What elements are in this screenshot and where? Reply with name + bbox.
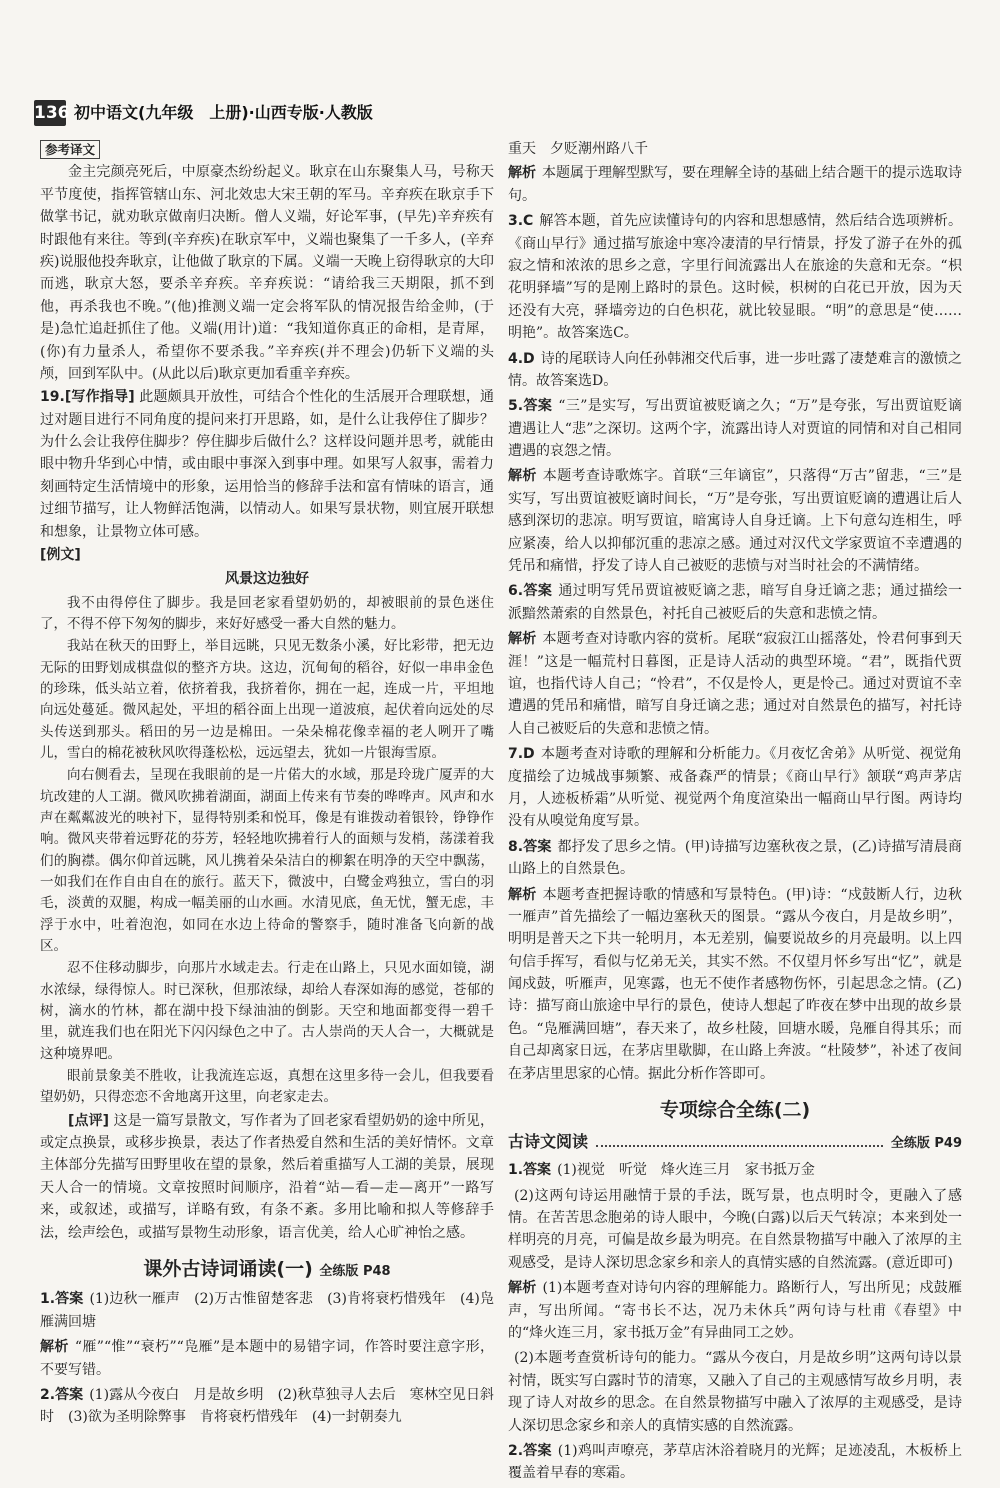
answer-item: [40, 1384, 494, 1429]
item-text: 都抒发了思乡之情。(甲)诗描写边塞秋夜之景，(乙)诗描写清晨商山路上的自然景色。: [508, 838, 962, 878]
answer-item: [508, 580, 962, 625]
item-label: 答案: [523, 1442, 552, 1459]
answer-item: [508, 884, 962, 1086]
item-text: 解答本题，首先应读懂诗句的内容和思想感情，然后结合选项辨析。《商山早行》通过描写旅途中寒冷凄清的早行情景，抒发了游子在外的孤寂之情和浓浓的思乡之意，字里行间流露出人在旅途的失意和无奈。“枳花明驿墙”写的是刚上路时的景色。这时候，枳树的白花已开放，因为天还没有大亮，驿墙旁边的白色枳花，就比较显眼。“明”的意思是“使……明艳”。故答案选C。: [508, 213, 962, 342]
right-column: [508, 138, 962, 1488]
answer-item: [508, 210, 962, 344]
answer-item: [508, 348, 962, 393]
item-text: 本题属于理解型默写，要在理解全诗的基础上结合题干的提示选取诗句。: [508, 165, 962, 204]
book-title: 初中语文(九年级 上册)·山西专版·人教版: [74, 103, 373, 123]
answer-item: [508, 743, 962, 833]
item-label: 答案: [523, 583, 553, 600]
answer-text: (1)边秋一雁声 (2)万古惟留楚客悲 (3)肯将衰朽惜残年 (4)凫雁满回塘: [40, 1291, 494, 1330]
item-label: 答案: [523, 838, 552, 855]
answer-label: 答案: [55, 1291, 84, 1308]
page-header: [34, 98, 373, 128]
item-label: 答案: [523, 398, 553, 415]
answer-number: 1.: [40, 1291, 56, 1308]
answer-item: [508, 628, 962, 740]
answer-item: [40, 1288, 494, 1333]
item-number: 1.: [508, 1162, 524, 1179]
item-label: 解析: [508, 886, 537, 903]
translation-text: 金主完颜亮死后，中原豪杰纷纷起义。耿京在山东聚集人马，号称天平节度使，指挥管辖山东、河北效忠大宋王朝的军马。辛弃疾在耿京手下做掌书记，就劝耿京做南归决断。僧人义端，好论军事，(早先)辛弃疾有时跟他有来往。等到(辛弃疾)在耿京军中，义端也聚集了一千多人，(辛弃疾)说服他投奔耿京，让他做了耿京的下属。义端一天晚上窃得耿京的大印而逃，耿京大怒，要杀辛弃疾。辛弃疾说：“请给我三天期限，抓不到他，再杀我也不晚。”(他)推测义端一定会将军队的情况报告给金帅，(于是)急忙追赶抓住了他。义端(用计)道：“我知道你真正的命相，是青犀，(你)有力量杀人，希望你不要杀我。”辛弃疾(并不理会)仍斩下义端的头颅，回到军队中。(从此以后)耿京更加看重辛弃疾。: [40, 164, 494, 382]
item-text: “三”是实写，写出贾谊被贬谪之久；“万”是夸张，写出贾谊贬谪遭遇让人“悲”之深切。这两个字，流露出诗人对贾谊的同情和对自己相同遭遇的哀怨之情。: [508, 398, 962, 460]
answer-item: [508, 1159, 962, 1181]
left-column: [40, 138, 494, 1432]
section-title-extracurricular: [40, 1254, 494, 1284]
answer-text: “雁”“惟”“衰朽”“凫雁”是本题中的易错字词，作答时要注意字形，不要写错。: [40, 1339, 494, 1378]
item-text: (2)本题考查赏析诗句的能力。“露从今夜白，月是故乡明”这两句诗以景衬情，既实写白露时节的清寒，又融入了自己的主观感情写故乡月明，表现了诗人对故乡的思念。在自然景物描写中融入了浓厚的主观感受，是诗人深切思念家乡和亲人的真情实感的自然流露。: [508, 1350, 962, 1434]
item-number: 2.: [508, 1442, 524, 1459]
answer-item: [508, 1347, 962, 1437]
item-text: (2)这两句诗运用融情于景的手法，既写景，也点明时令，更融入了感情。在苦苦思念胞弟的诗人眼中，今晚(白露)以后天气转凉；本来到处一样明亮的月亮，可偏是故乡最为明亮。在自然景物描写中融入了浓厚的主观感受，是诗人深切思念家乡和亲人的真情实感的自然流露。(意近即可): [508, 1187, 962, 1271]
q19-number: 19.: [40, 389, 65, 406]
item-number: 8.: [508, 838, 524, 855]
item-text: 本题考查把握诗歌的情感和写景特色。(甲)诗：“戍鼓断人行，边秋一雁声”首先描绘了一幅边塞秋天的图景。“露从今夜白，月是故乡明”，明明是普天之下共一轮明月，本无差别，偏要说故乡的月亮最明。以上四句信手挥写，看似与忆弟无关，其实不然。不仅望月怀乡写出“忆”，就是闻戍鼓，听雁声，见寒露，也无不使作者感物伤怀，引起思念之情。(乙)诗：描写商山旅途中早行的景色，使诗人想起了昨夜在梦中出现的故乡景色。“凫雁满回塘”，春天来了，故乡杜陵，回塘水暖，凫雁自得其乐；而自己却离家日远，在茅店里歇脚，在山路上奔波。“杜陵梦”，补述了夜间在茅店里思家的心情。据此分析作答即可。: [508, 886, 962, 1082]
essay-paragraph: 眼前景象美不胜收，让我流连忘返，真想在这里多待一会儿，但我要看望奶奶，只得恋恋不舍地离开这里，向老家走去。: [40, 1068, 494, 1106]
comment-block: [40, 1110, 494, 1244]
answer-item: [508, 1440, 962, 1485]
item-number: 4.D: [508, 350, 535, 367]
item-text: 通过明写凭吊贾谊被贬谪之悲，暗写自身迁谪之悲；通过描绘一派黯然萧索的自然景色，衬托自己被贬后的失意和悲愤之情。: [508, 583, 963, 622]
essay-paragraph: 向右侧看去，呈现在我眼前的是一片偌大的水域，那是玲珑广厦弄的大坑改建的人工湖。微风吹拂着湖面，湖面上传来有节奏的哗哗声。风声和水声在粼粼波光的映衬下，显得特别柔和悦耳，像是有谁拨动着银铃，铮铮作响。微风夹带着远野花的芬芳，轻轻地吹拂着行人的面颊与发梢，荡漾着我们的胸襟。偶尔仰首远眺，风儿携着朵朵洁白的柳絮在明净的天空中飘荡，一如我们在作自由自在的旅行。蓝天下，微波中，白鹭金鸡独立，雪白的羽毛，淡黄的双腿，构成一幅美丽的山水画。水清见底，鱼无忧，蟹无虑，丰浮于水中，吐着泡泡，如同在水边上待命的警察手，随时准备飞向新的战区。: [40, 767, 494, 955]
answer-item: [508, 465, 962, 577]
item-number: 7.D: [508, 746, 535, 763]
example-tag: [例文]: [40, 547, 81, 564]
item-number: 3.C: [508, 213, 534, 230]
comment-text: 这是一篇写景散文，写作者为了回老家看望奶奶的途中所见，或定点换景，或移步换景，表达了作者热爱自然和生活的美好情怀。文章主体部分先描写田野里收在望的景象，然后着重描写人工湖的美景，展现天人合一的情境。文章按照时间顺序，沿着“站—看—走—离开”一路写来，或叙述，或描写，详略有致，有条不紊。多用比喻和拟人等修辞手法，绘声绘色，或描写景物生动形象，语言优美，给人心旷神怡之感。: [40, 1112, 495, 1241]
essay-paragraph: 我不由得停住了脚步。我是回老家看望奶奶的，却被眼前的景色迷住了，不得不停下匆匆的脚步，来好好感受一番大自然的魅力。: [40, 594, 494, 633]
item-text: 本题考查诗歌炼字。首联“三年谪宦”，只落得“万古”留悲，“三”是实写，写出贾谊被贬谪时间长，“万”是夸张，写出贾谊贬谪的遭遇让后人感到深切的悲凉。明写贾谊，暗寓诗人自身迁谪。上下句意勾连相生，呼应紧凑，给人以抑郁沉重的悲凉之感。通过对汉代文学家贾谊不幸遭遇的凭吊和痛惜，抒发了诗人自己被贬的悲愤与对当时社会的不满情绪。: [508, 468, 962, 575]
answer-item: [508, 1185, 962, 1275]
essay-paragraph: 我站在秋天的田野上，举目远眺，只见无数条小溪，好比彩带，把无边无际的田野划成棋盘似的整齐方块。这边，沉甸甸的稻谷，好似一串串金色的珍珠，低头站立着，依挤着我，我挤着你，拥在一起，连成一片，平坦地向远处蔓延。微风起处，平坦的稻谷面上出现一道波痕，起伏着向远处的尽头传送到那头。稻田的另一边是棉田。一朵朵棉花像幸福的老人咧开了嘴儿，雪白的棉花被秋风吹得蓬松松，远远望去，犹如一片银海雪原。: [40, 638, 494, 762]
answer-item: [508, 395, 962, 462]
comment-tag: [点评]: [68, 1112, 110, 1129]
item-text: (1)本题考查对诗句内容的理解能力。路断行人，写出所见；戍鼓雁声，写出所闻。“寄书长不达，况乃未休兵”两句诗与杜甫《春望》中的“烽火连三月，家书抵万金”有异曲同工之妙。: [508, 1280, 962, 1341]
answer-item: [508, 1277, 962, 1344]
item-text: (1)鸡叫声嘹亮，茅草店沐浴着晓月的光辉；足迹凌乱，木板桥上覆盖着早春的寒霜。: [508, 1442, 962, 1482]
item-label: 解析: [508, 468, 537, 485]
leader-dots: [596, 1145, 883, 1147]
sub-header: [508, 1129, 962, 1155]
answer-number: 2.: [40, 1386, 56, 1403]
essay-paragraph: 忍不住移动脚步，向那片水域走去。行走在山路上，只见水面如镜，湖水浓绿，绿得惊人。时已深秋，但那浓绿，却给人春深如海的感觉，苍郁的树，滴水的竹林，都在湖中投下绿油油的倒影。天空和地面都变得一碧千里，就连我们也在阳光下闪闪绿色之中了。古人崇尚的天人合一，大概就是这种境界吧。: [40, 960, 494, 1062]
answer-text: (1)露从今夜白 月是故乡明 (2)秋草独寻人去后 寒林空见日斜时 (3)欲为圣明除弊事 肯将衰朽惜残年 (4)一封朝奏九: [40, 1386, 495, 1426]
item-text: 本题考查对诗歌内容的赏析。尾联“寂寂江山摇落处，怜君何事到天涯！”这是一幅荒村日暮图，正是诗人活动的典型环境。“君”，既指代贾谊，也指代诗人自己；“怜君”，不仅是怜人，更是怜己。通过对贾谊不幸遭遇的凭吊和痛惜，暗写自身迁谪之悲；通过对自然景色的描写，衬托诗人自己被贬后的失意和悲愤之情。: [508, 631, 963, 737]
item-number: 6.: [508, 583, 524, 600]
answer-label: 解析: [40, 1339, 69, 1356]
item-text: 诗的尾联诗人向任孙韩湘交代后事，进一步吐露了凄楚难言的激愤之情。故答案选D。: [508, 350, 962, 389]
item-label: 解析: [508, 631, 537, 648]
item-text: (1)视觉 听觉 烽火连三月 家书抵万金: [557, 1162, 815, 1179]
section-ref: 全练版 P48: [319, 1264, 391, 1280]
q19-text: 此题颇具开放性，可结合个性化的生活展开合理联想，通过对题目进行不同角度的提问来打开思路，如，是什么让我停住了脚步？为什么会让我停住脚步？停住脚步后做什么？这样设问题并思考，就能由眼中物升华到心中情，或由眼中事深入到事中理。如果写人叙事，需着力刻画特定生活情境中的形象，运用恰当的修辞手法和富有情味的语言，通过细节描写，让人物鲜活饱满，以情动人。如果写景状物，则宜展开联想和想象，让景物立体可感。: [40, 389, 495, 540]
section-title-text: 课外古诗词诵读(一): [143, 1258, 313, 1281]
sub-title: 古诗文阅读: [508, 1132, 589, 1152]
item-text: 本题考查对诗歌的理解和分析能力。《月夜忆舍弟》从听觉、视觉角度描绘了边城战事频繁、戒备森严的情景；《商山早行》颔联“鸡声茅店月，人迹板桥霜”从听觉、视觉两个角度渲染出一幅商山早行图。两诗均没有从嗅觉角度写景。: [508, 746, 962, 830]
answer-item: [508, 162, 962, 207]
sub-ref: 全练版 P49: [890, 1136, 962, 1152]
answer-item: [40, 1336, 494, 1381]
item-label: 解析: [508, 1280, 537, 1297]
continuation-line: 重天 夕贬潮州路八千: [508, 141, 648, 157]
q19-block: [40, 386, 494, 543]
q19-tag: [写作指导]: [64, 389, 135, 406]
answer-label: 答案: [55, 1386, 84, 1403]
item-label: 答案: [523, 1162, 552, 1179]
item-number: 5.: [508, 398, 524, 415]
translation-tag: 参考译文: [40, 140, 100, 159]
item-label: 解析: [508, 165, 536, 182]
page-number: 136: [34, 100, 66, 126]
essay-title: 风景这边独好: [225, 571, 309, 588]
answer-item: [508, 836, 962, 881]
section-title-special: 专项综合全练(二): [659, 1099, 811, 1122]
essay-body: [40, 593, 494, 1109]
